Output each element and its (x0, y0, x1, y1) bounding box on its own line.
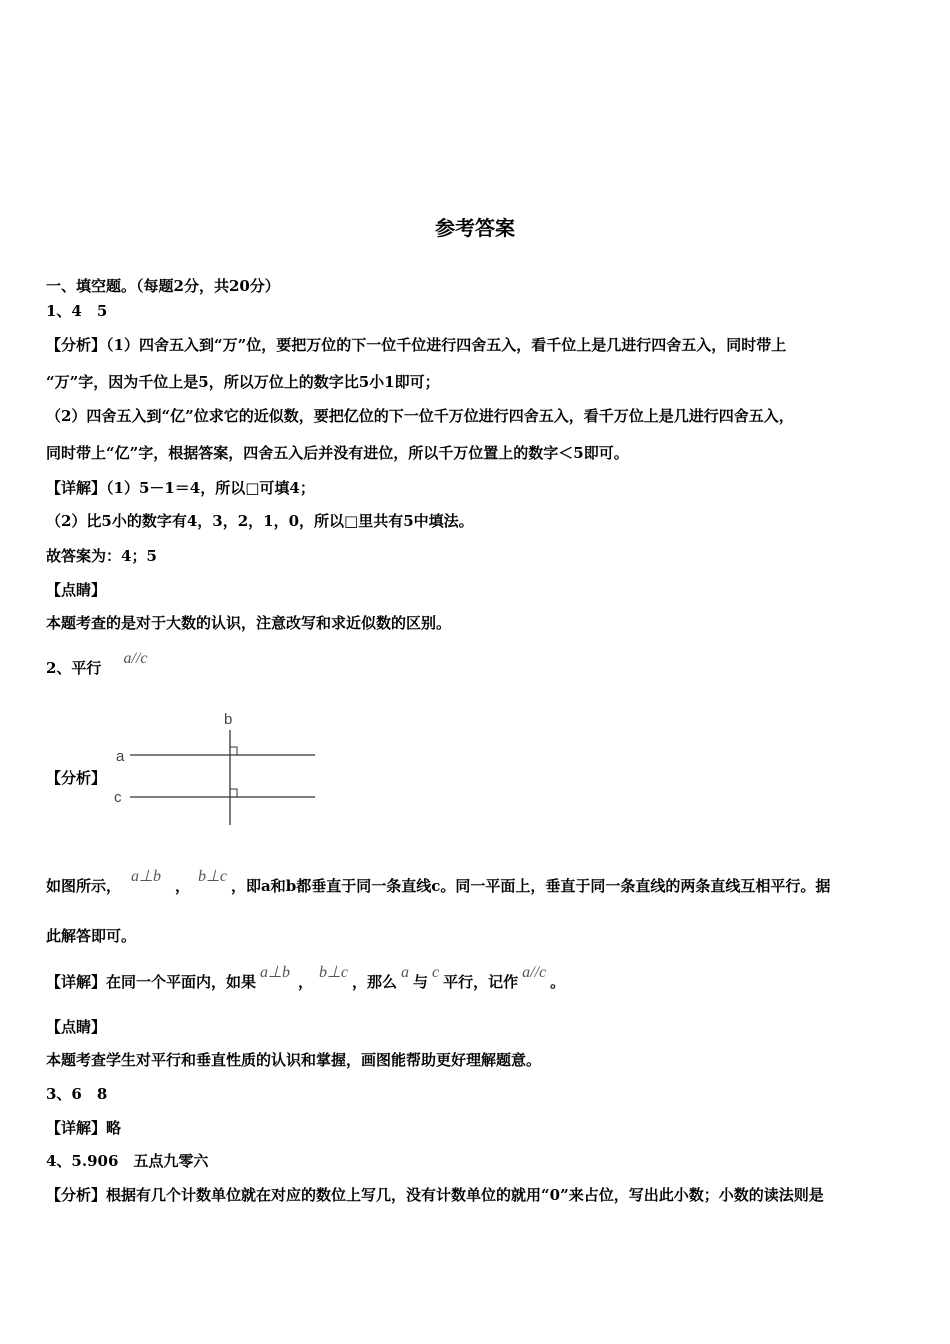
label-a: a (116, 748, 125, 765)
formula-b-perp-c: b⊥c (197, 868, 228, 885)
q2-note: 本题考查学生对平行和垂直性质的认识和掌握，画图能帮助更好理解题意。 (46, 1051, 542, 1069)
q1-analysis-line: （2）四舍五入到“亿”位求它的近似数，要把亿位的下一位千万位进行四舍五入，看千万位上是几进行四舍五入， (46, 407, 794, 425)
text: 与 (413, 973, 429, 991)
q1-detail-line: 【详解】（1）5－1＝4，所以□可填4； (46, 479, 315, 497)
q2-analysis-label: 【分析】 (46, 769, 107, 787)
q1-answer: 1、4 5 (46, 302, 108, 320)
q2-answer: 2、平行 (46, 659, 102, 677)
q1-analysis-line: 同时带上“亿”字，根据答案，四舍五入后并没有进位，所以千万位置上的数字＜5即可。 (46, 444, 629, 462)
text: 【详解】在同一个平面内，如果 (46, 973, 257, 991)
q2-note-label: 【点睛】 (46, 1018, 107, 1036)
formula-a-perp-b: a⊥b (131, 868, 161, 885)
page-title: 参考答案 (435, 216, 515, 240)
q1-detail-line: （2）比5小的数字有4，3，2，1，0，所以□里共有5中填法。 (46, 512, 474, 530)
right-angle-mark (230, 789, 237, 797)
q4-answer: 4、5.906 五点九零六 (46, 1152, 209, 1170)
formula-a-perp-b: a⊥b (260, 964, 290, 981)
text: 平行，记作 (443, 973, 519, 991)
formula-c: c (432, 964, 440, 981)
right-angle-mark (230, 747, 237, 755)
q2-detail-line (46, 964, 566, 993)
text: ，即a和b都垂直于同一条直线c。同一平面上，垂直于同一条直线的两条直线互相平行。据 (231, 877, 831, 895)
section-heading: 一、填空题。（每题2分，共20分） (46, 277, 280, 295)
formula-b-perp-c: b⊥c (318, 964, 349, 981)
label-c: c (114, 789, 122, 806)
q1-note-label: 【点睛】 (46, 581, 107, 599)
label-b: b (224, 711, 233, 728)
q1-note: 本题考查的是对于大数的认识，注意改写和求近似数的区别。 (46, 614, 452, 632)
text: ， (297, 973, 313, 991)
formula-a-parallel-c: a//c (123, 650, 148, 667)
parallel-lines-diagram (100, 700, 330, 830)
q2-answer-line (46, 650, 151, 679)
q1-analysis-line: “万”字，因为千位上是5，所以万位上的数字比5小1即可； (46, 373, 440, 391)
text: 如图所示， (46, 877, 122, 895)
formula-a-parallel-c: a//c (522, 964, 547, 981)
text: ，那么 (352, 973, 398, 991)
q3-detail: 【详解】略 (46, 1119, 122, 1137)
formula-a: a (401, 964, 410, 981)
q2-explain-line: 此解答即可。 (46, 927, 137, 945)
text: 。 (550, 973, 566, 991)
q2-explain-line (46, 868, 831, 897)
q1-analysis-line: 【分析】（1）四舍五入到“万”位，要把万位的下一位千位进行四舍五入，看千位上是几进行四舍五入，同时带上 (46, 336, 787, 354)
q4-analysis: 【分析】根据有几个计数单位就在对应的数位上写几，没有计数单位的就用“0”来占位，写出此小数；小数的读法则是 (46, 1186, 824, 1204)
text: ， (174, 877, 190, 895)
q1-conclusion: 故答案为：4；5 (46, 547, 157, 565)
q3-answer: 3、6 8 (46, 1085, 108, 1103)
